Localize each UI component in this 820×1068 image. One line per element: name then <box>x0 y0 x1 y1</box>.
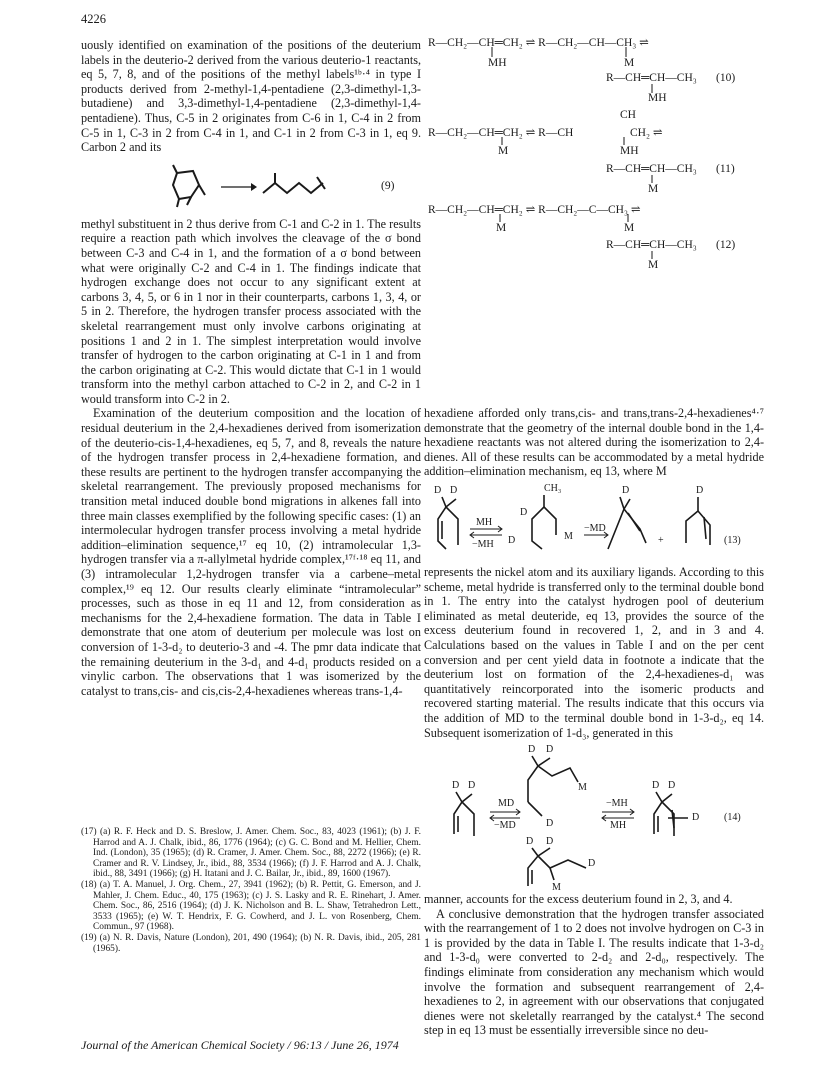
equation-number: (13) <box>724 534 741 546</box>
scheme-equations-10-12 <box>424 35 774 365</box>
label-d: D <box>622 484 630 496</box>
paragraph: A conclusive demonstration that the hydrogen transfer associated with the rearrangement of 1 to 2 does not involve hydrogen on C-3 in 1 is provided by the data in Table I. The results indicate that 1-3-d₂ and 1-3-d₀ were converted to 2-d₂ and 2-d₀, respectively. The findings eliminate from consideration any mechanism which would involve the formation and subsequent rearrangement of 2,4-hexadienes to 2, in agreement with our observations that conjugated dienes were not skeletally rearranged by the catalyst.⁴ The second step in eq 13 must be essentially irreversible since no deu- <box>424 906 764 1038</box>
paragraph: hexadiene afforded only trans,cis- and trans,trans-2,4-hexadienes⁴·⁷ demonstrate that the geometry of the internal double bond in the 1,4-hexadiene reactants was not altered during the isomerization to 2,4-dienes. All of these results can be accommodated by a metal hydride addition–elimination mechanism, eq 13, where M <box>424 406 764 479</box>
label-d: D <box>468 780 476 792</box>
label-mh: MH <box>476 516 493 528</box>
eq12-sub: M <box>496 222 507 234</box>
equation-number: (9) <box>381 179 395 192</box>
eq11-right: CH₂ ⇌ <box>630 127 663 139</box>
eq10-sub: M <box>624 57 635 69</box>
label-m: M <box>552 882 561 893</box>
equation-14 <box>424 740 764 892</box>
eq10-line2: R—CH═CH—CH₃ <box>606 72 697 84</box>
paragraph: represents the nickel atom and its auxiliary ligands. According to this scheme, metal hydride is transferred only to the terminal double bond in 1. The entry into the catalyst hydrogen pool of deuterium eliminated as metal deuteride, eq 13, provides the source of the excess deuterium found in recovered 1, 2, and in 3 and 4. Calculations based on the values in Table I and on the per cent conversion and per cent yield data in footnote a indicate that the deuterium lost on formation of the 2,4-hexadienes-d₁ was quantitatively reincorporated into the isomeric products and recovered starting material. The results indicate that this occurs via the addition of MD to the terminal double bond in 1-3-d₂, eq 14. Subsequent isomerization of 1-d₃, generated in this <box>424 564 764 740</box>
label-d: D <box>668 780 676 792</box>
label-d: D <box>546 836 554 848</box>
footnote: (17) (a) R. F. Heck and D. S. Breslow, J. Amer. Chem. Soc., 83, 4023 (1961); (b) J. F. Harrod and A. J. Chalk, ibid., 86, 1776 (1964); (c) G. C. Bond and M. Hellier, Chem. Ind. (London), 35 (1965); (d) R. Cramer, J. Amer. Chem. Soc., 88, 2272 (1966); (e) R. Cramer and R. V. Lindsey, Jr., ibid., 88, 3534 (1966); (f) J. F. Harrod and A. J. Chalk, ibid., 88, 3491 (1966); (g) H. Itatani and J. C. Bailar, Jr., ibid., 89, 1600 (1967). <box>81 827 421 880</box>
equation-13 <box>424 479 764 565</box>
label-d: D <box>692 812 700 824</box>
paragraph: uously identified on examination of the positions of the deuterium labels in the deuterio-2 derived from the various deuterio-1 reactants, eq 5, 7, 8, and of the positions of the methyl labels¹ᵇ·⁴ in type I products derived from 2-methyl-1,4-pentadiene (2,3-dimethyl-1,3-butadiene) and 3,3-dimethyl-1,4-pentadiene (2,3-dimethyl-1,4-pentadiene). Thus, C-5 in 2 originates from C-6 in 1, C-4 in 2 from C-5 in 1, C-3 in 2 from C-4 in 1, and C-1 in 2 from C-3 in 1, eq 9. Carbon 2 and its <box>81 38 421 155</box>
label-ch3: CH₃ <box>544 482 562 494</box>
eq12-sub: M <box>624 222 635 234</box>
label-d: D <box>452 780 460 792</box>
label-d: D <box>588 858 596 870</box>
label-d: D <box>652 780 660 792</box>
footnote: (18) (a) T. A. Manuel, J. Org. Chem., 27, 3941 (1962); (b) R. Pettit, G. Emerson, and J. Mahler, J. Chem. Educ., 40, 175 (1963); (c) J. S. Lasky and R. E. Rinehart, J. Amer. Chem. Soc., 86, 2516 (1964); (d) J. K. Nicholson and B. L. Shaw, Tetrahedron Lett., 3533 (1965); (e) W. T. Hendrix, F. G. Cowherd, and J. L. von Rosenberg, Chem. Commun., 97 (1968). <box>81 879 421 933</box>
paragraph: Examination of the deuterium composition and the location of residual deuterium in the 2,4-hexadienes derived from isomerization of the deuterio-cis-1,4-hexadienes, eq 5, 7, and 8, reveals the nature of the hydrogen transfer process in 2,4-hexadiene formation, and these results are pertinent to the hydrogen transfer accompanying the skeletal rearrangement. The previously proposed mechanisms for transition metal induced double bond migrations in alkenes fall into three main classes exemplified by the following specific cases: (1) an intermolecular hydrogen transfer process involving a metal hydride addition–elimination sequence,¹⁷ eq 10, (2) intramolecular 1,3-hydrogen transfer via a π-allylmetal hydride complex,¹⁷ᶠ·¹⁸ eq 11, and (3) intramolecular 1,2-hydrogen transfer via a carbene–metal complex,¹⁹ eq 12. Our results clearly eliminate “intramolecular” processes, such as those in eq 11 and 12, from consideration as mechanisms for the 2,4-hexadiene formation. The data in Table I demonstrate that one atom of deuterium per molecule was lost on conversion of 1-3-d₂ to deuterio-3 and -4. The pmr data indicate that the remaining deuterium in the 3-d₁ and 4-d₁ products resided on a vinylic carbon. The observations that 1 was isomerized by the catalyst to trans,cis- and cis,cis-2,4-hexadienes whereas trans-1,4- <box>81 406 421 698</box>
label-d: D <box>520 506 528 518</box>
journal-footer: Journal of the American Chemical Society / 96:13 / June 26, 1974 <box>81 1038 399 1052</box>
bond-ticks <box>424 35 774 275</box>
eq10-line1: R—CH₂—CH═CH₂ ⇌ R—CH₂—CH—CH₃ ⇌ <box>428 37 649 49</box>
eq11-sub: M <box>648 183 659 195</box>
equation-number: (11) <box>716 163 735 175</box>
eq12-line1: R—CH₂—CH═CH₂ ⇌ R—CH₂—C—CH₃ ⇌ <box>428 204 641 216</box>
page-number: 4226 <box>81 12 106 26</box>
eq9-structures <box>81 155 421 217</box>
label-mh: MH <box>610 820 627 832</box>
equation-number: (12) <box>716 239 736 251</box>
label-d: D <box>696 484 704 496</box>
paragraph: manner, accounts for the excess deuterium found in 2, 3, and 4. <box>424 892 733 907</box>
eq11-sub: MH <box>620 145 639 157</box>
label-d: D <box>434 484 442 496</box>
label-d: D <box>526 836 534 848</box>
eq13-structures <box>424 479 764 565</box>
right-column <box>424 406 764 1038</box>
eq11-sub: M <box>498 145 509 157</box>
label-d: D <box>546 744 554 756</box>
paragraph: methyl substituent in 2 thus derive from C-1 and C-2 in 1. The results require a reaction path which involves the cleavage of the σ bond between C-3 and C-4 in 1, and the formation of a σ bond between what were originally C-2 and C-4 in 1. The findings indicate that hydrogen exchange does not occur to any significant extent at carbons 3, 4, 5, or 6 in 1 nor in their counterparts, carbons 1, 3, 4, or 5 in 2. Therefore, the hydrogen transfer process associated with the skeletal rearrangement must only involve carbons originating at positions 1 and 2 in 1. The simplest interpretation would involve transfer of hydrogen to the carbon originating at C-1 in 1 and from the carbon originating at C-2. This would dictate that C-1 in 1 would transform into the methyl carbon attached to C-2 in 2, and C-2 in 1 would transform into C-2 in 2. <box>81 216 421 406</box>
label-m: M <box>578 782 587 794</box>
label-plus: + <box>658 534 664 546</box>
eq12-sub: M <box>648 259 659 271</box>
equation-number: (14) <box>724 812 741 824</box>
label-m: M <box>564 530 573 542</box>
label-md: MD <box>498 798 515 810</box>
label-minus-md: −MD <box>584 522 606 534</box>
footnote: (19) (a) N. R. Davis, Nature (London), 201, 490 (1964); (b) N. R. Davis, ibid., 205, 281 (1965). <box>81 932 421 954</box>
label-minus-mh: −MH <box>606 798 628 810</box>
label-d: D <box>528 744 536 756</box>
eq14-structures <box>424 740 764 892</box>
equation-number: (10) <box>716 72 736 84</box>
label-minus-mh: −MH <box>472 538 494 550</box>
eq11-top: CH <box>620 109 636 121</box>
label-d: D <box>546 818 554 830</box>
eq11-line2: R—CH═CH—CH₃ <box>606 163 697 175</box>
equation-9 <box>81 155 421 217</box>
eq10-sub: MH <box>488 57 507 69</box>
eq11-line1: R—CH₂—CH═CH₂ ⇌ R—CH <box>428 127 574 139</box>
eq12-line2: R—CH═CH—CH₃ <box>606 239 697 251</box>
left-column <box>81 38 421 698</box>
footnotes <box>81 827 421 954</box>
label-minus-md: −MD <box>494 820 516 832</box>
label-d: D <box>508 534 516 546</box>
label-d: D <box>450 484 458 496</box>
eq10-sub: MH <box>648 92 667 104</box>
